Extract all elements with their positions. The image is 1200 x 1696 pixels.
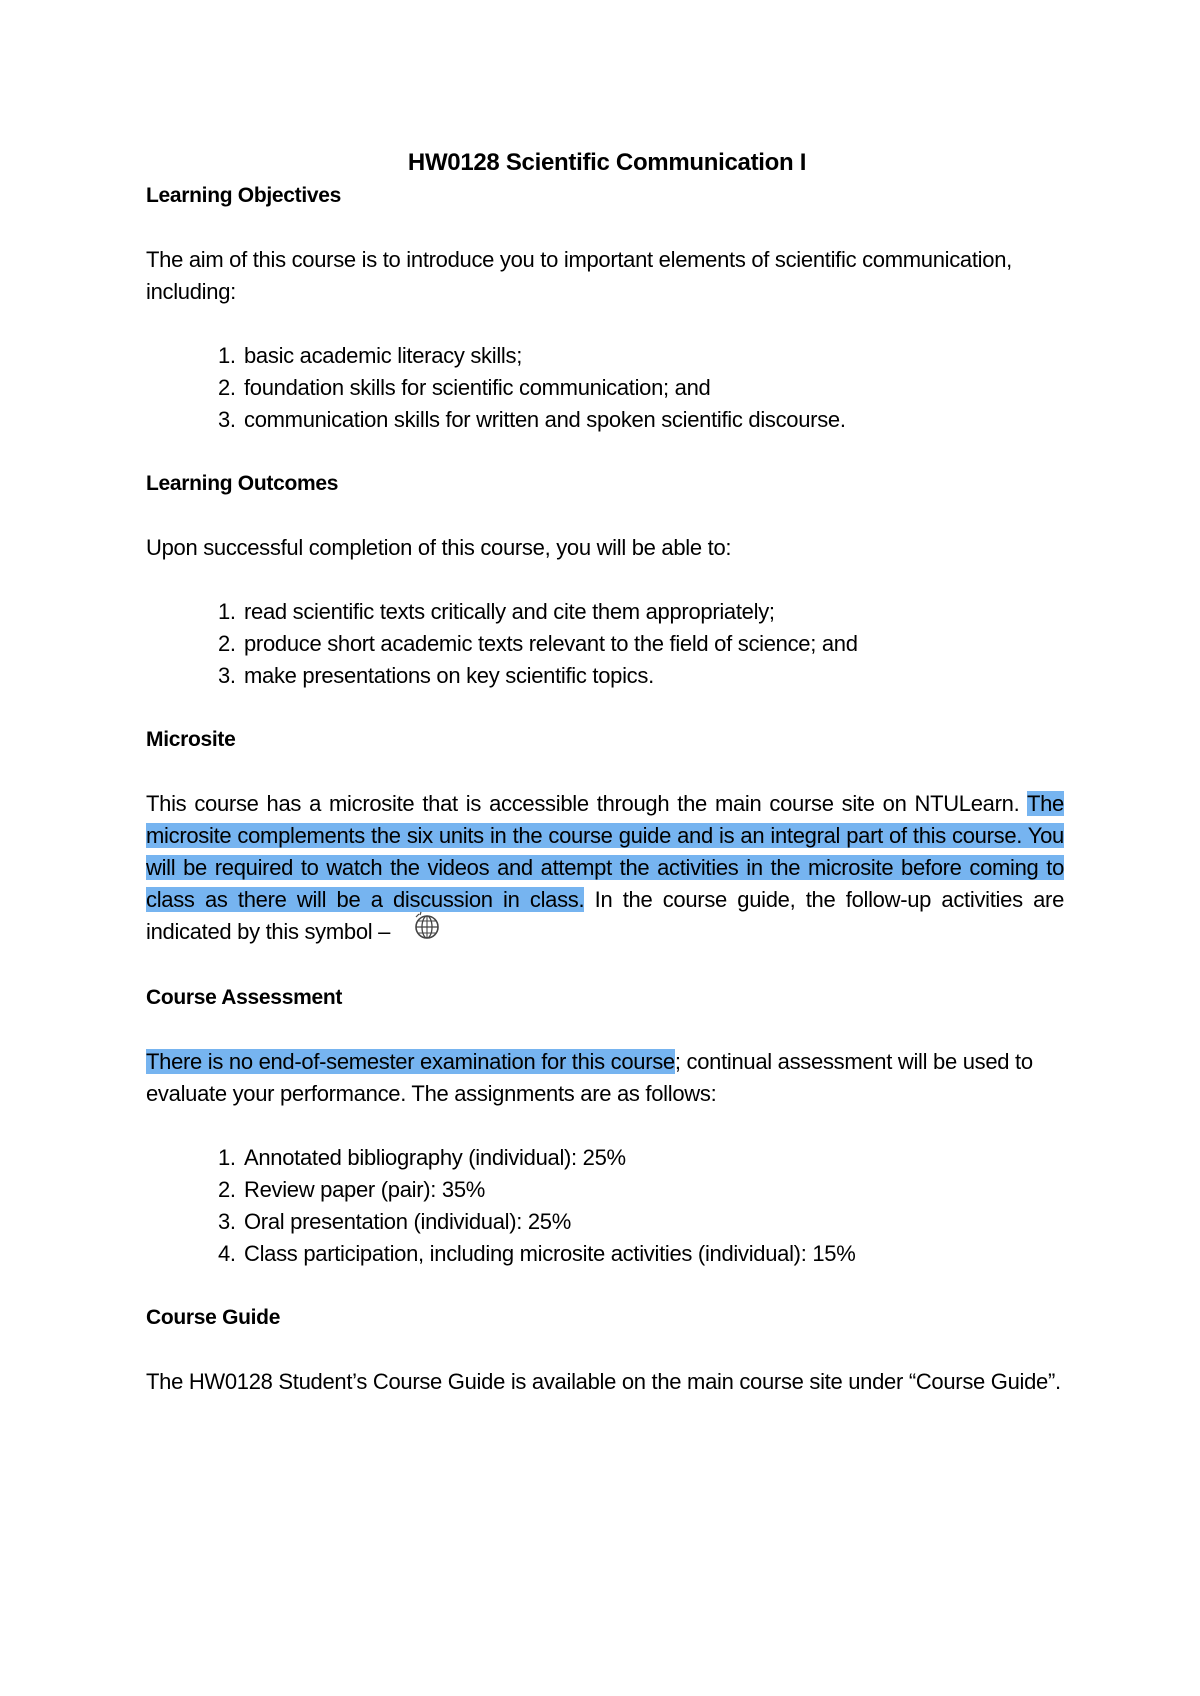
highlighted-text: The microsite complements the six units in the course guide and is an integral part of this course. You will be required to watch the videos and attempt the activities in the microsite before coming to class as there will be a discussion in class. xyxy=(146,791,1064,912)
outcomes-list xyxy=(146,596,1064,692)
list-item: 4. Class participation, including microsite activities (individual): 15% xyxy=(218,1240,856,1266)
objectives-list xyxy=(146,340,1064,436)
document-body xyxy=(146,146,1064,1398)
document-title: HW0128 Scientific Communication I xyxy=(407,149,807,176)
assessment-list xyxy=(146,1142,1064,1270)
globe-icon xyxy=(412,911,442,950)
list-item: 2. produce short academic texts relevant to the field of science; and xyxy=(218,631,858,656)
outcomes-intro: Upon successful completion of this course, you will be able to: xyxy=(146,535,732,560)
assessment-heading: Course Assessment xyxy=(146,985,343,1009)
objectives-intro: The aim of this course is to introduce you to important elements of scientific communication, including: xyxy=(146,247,1012,304)
list-item: 1. read scientific texts critically and cite them appropriately; xyxy=(218,599,775,624)
list-item: 3. Oral presentation (individual): 25% xyxy=(218,1208,572,1234)
microsite-paragraph: This course has a microsite that is accessible through the main course site on NTULearn. The microsite complements the six units in the course guide and is an integral part of this course. You will be required to watch the videos and attempt the activities in the microsite before coming to class as there will be a discussion in class. In the course guide, the follow-up activities are indicated by this symbol – xyxy=(146,788,1064,950)
microsite-heading: Microsite xyxy=(146,728,236,751)
list-item: 2. foundation skills for scientific communication; and xyxy=(218,375,711,400)
outcomes-heading: Learning Outcomes xyxy=(146,472,339,495)
guide-heading: Course Guide xyxy=(146,1305,281,1329)
list-item: 3. make presentations on key scientific topics. xyxy=(218,663,654,688)
assessment-paragraph: There is no end-of-semester examination for this course; continual assessment will be used to evaluate your performance. The assignments are as follows: xyxy=(146,1048,1033,1106)
objectives-heading: Learning Objectives xyxy=(146,184,342,207)
highlighted-text: There is no end-of-semester examination for this course xyxy=(146,1048,675,1074)
list-item: 3. communication skills for written and spoken scientific discourse. xyxy=(218,407,846,432)
list-item: 1. Annotated bibliography (individual): 25% xyxy=(218,1144,626,1170)
list-item: 1. basic academic literacy skills; xyxy=(218,343,523,368)
list-item: 2. Review paper (pair): 35% xyxy=(218,1176,486,1202)
guide-paragraph: The HW0128 Student’s Course Guide is available on the main course site under “Course Guide”. xyxy=(146,1368,1061,1394)
